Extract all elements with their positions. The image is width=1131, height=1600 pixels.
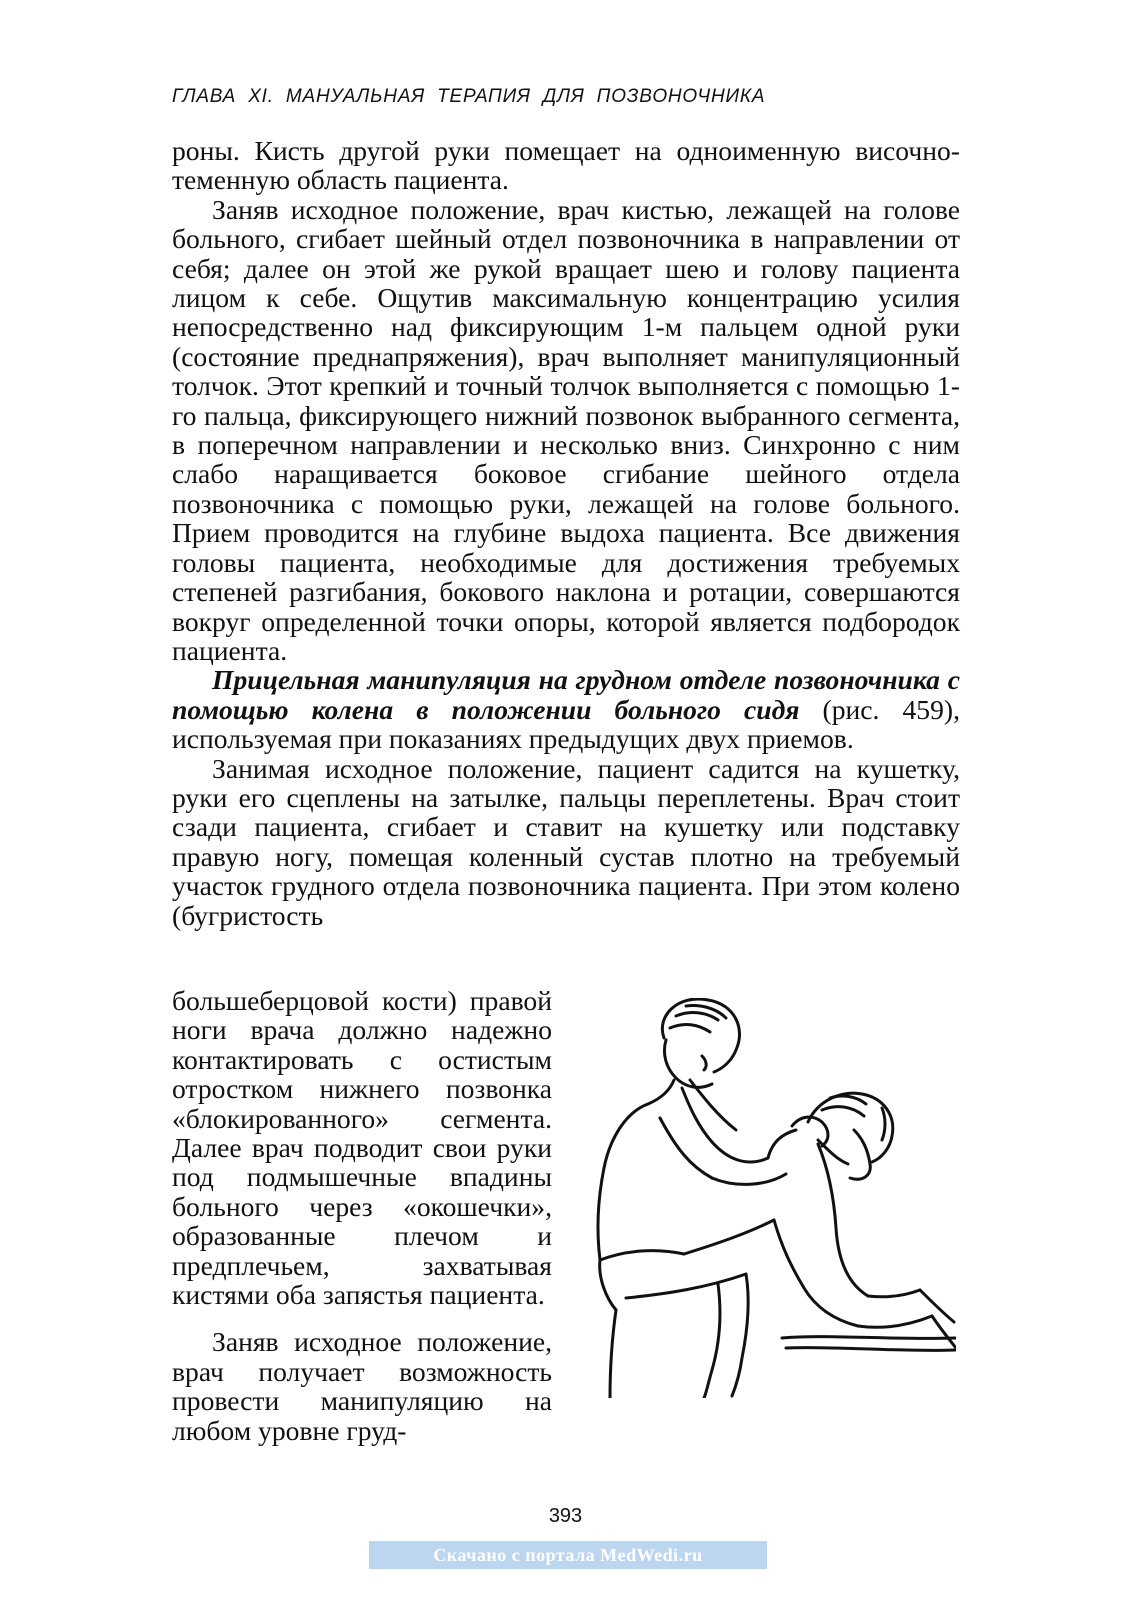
patient-hair-strands bbox=[822, 1096, 885, 1140]
doctor-ear bbox=[702, 1056, 706, 1070]
patient-waist bbox=[868, 1290, 920, 1297]
doctor-back-lower bbox=[598, 1168, 604, 1260]
patient-face bbox=[850, 1130, 870, 1179]
doctor-hair-strands bbox=[670, 1006, 726, 1033]
wrapped-text-column bbox=[172, 986, 552, 1445]
technique-title-rest: (рис. 459), используемая при показаниях предыдущих двух приемов. bbox=[172, 693, 960, 755]
page-number: 393 bbox=[548, 1505, 583, 1527]
doctor-arm-front bbox=[682, 1088, 768, 1162]
doctor-thigh-top bbox=[684, 1220, 774, 1254]
paragraph-manipulation-level: Заняв исходное положение, врач получает возможность провести манипуляцию на любом уровне груд- bbox=[172, 1326, 552, 1446]
doctor-waist bbox=[600, 1251, 684, 1260]
doctor-shin-front bbox=[732, 1274, 748, 1396]
knee-manipulation-illustration-icon bbox=[586, 998, 956, 1398]
couch-edge bbox=[782, 1337, 956, 1339]
couch-edge-lower bbox=[786, 1348, 956, 1351]
paragraph-technique-description: Заняв исходное положение, врач кистью, лежащей на голове больного, сгибает шейный отдел позвоночника в направлении от себя; далее он этой же рукой вращает шею и голову пациента лицом к себе. Ощутив максимальную концентрацию усилия непосредственно над фиксирующим 1-м пальцем одной руки (состояние преднапряжения), врач выполняет манипуляционный толчок. Этот крепкий и точный толчок выполняется с помощью 1-го пальца, фиксирующего нижний позвонок выбранного сегмента, в поперечном направлении и несколько вниз. Синхронно с ним слабо наращивается боковое сгибание шейного отдела позвоночника с помощью руки, лежащей на голове больного. Прием проводится на глубине выдоха пациента. Все движения головы пациента, необходимые для достижения требуемых степеней разгибания, бокового наклона и ротации, совершаются вокруг определенной точки опоры, которой является подбородок пациента. bbox=[172, 193, 960, 666]
doctor-shin-back bbox=[704, 1284, 720, 1398]
download-watermark: Скачано с портала MedWedi.ru bbox=[369, 1541, 767, 1569]
doctor-hair bbox=[662, 999, 739, 1072]
paragraph-technique-heading bbox=[172, 665, 960, 753]
doctor-thigh-bottom bbox=[626, 1274, 746, 1298]
patient-elbow bbox=[768, 1130, 796, 1158]
paragraph-starting-position-continued: большеберцовой кости) правой ноги врача должно надежно контактировать с остистым отростком нижнего позвонка «блокированного» сегмента. Далее врач подводит свои руки под подмышечные впадины больного через «окошечки», образованные плечом и предплечьем, захватывая кистями оба запястья пациента. bbox=[172, 985, 552, 1311]
doctor-standing-leg bbox=[610, 1310, 616, 1398]
patient-torso-front bbox=[818, 1144, 868, 1296]
running-header: ГЛАВА XI. МАНУАЛЬНАЯ ТЕРАПИЯ ДЛЯ ПОЗВОНОЧНИКА bbox=[172, 86, 766, 107]
main-text-column bbox=[172, 136, 960, 930]
doctor-forearm bbox=[712, 1174, 786, 1184]
doctor-arm-back bbox=[660, 1118, 712, 1178]
technique-title: Прицельная манипуляция на грудном отделе позвоночника с помощью колена в положении больного сидя bbox=[172, 664, 960, 725]
patient-hip bbox=[858, 1316, 932, 1327]
paragraph-starting-position: Занимая исходное положение, пациент садится на кушетку, руки его сцеплены на затылке, пальцы переплетены. Врач стоит сзади пациента, сгибает и ставит на кушетку или подставку правую ногу, помещая коленный сустав плотно на требуемый участок грудного отдела позвоночника пациента. При этом колено (бугристость bbox=[172, 752, 960, 931]
doctor-hip bbox=[600, 1260, 616, 1310]
patient-hand bbox=[792, 1117, 828, 1146]
paragraph-continuation: роны. Кисть другой руки помещает на одноименную височно-теменную область пациента. bbox=[172, 135, 960, 196]
